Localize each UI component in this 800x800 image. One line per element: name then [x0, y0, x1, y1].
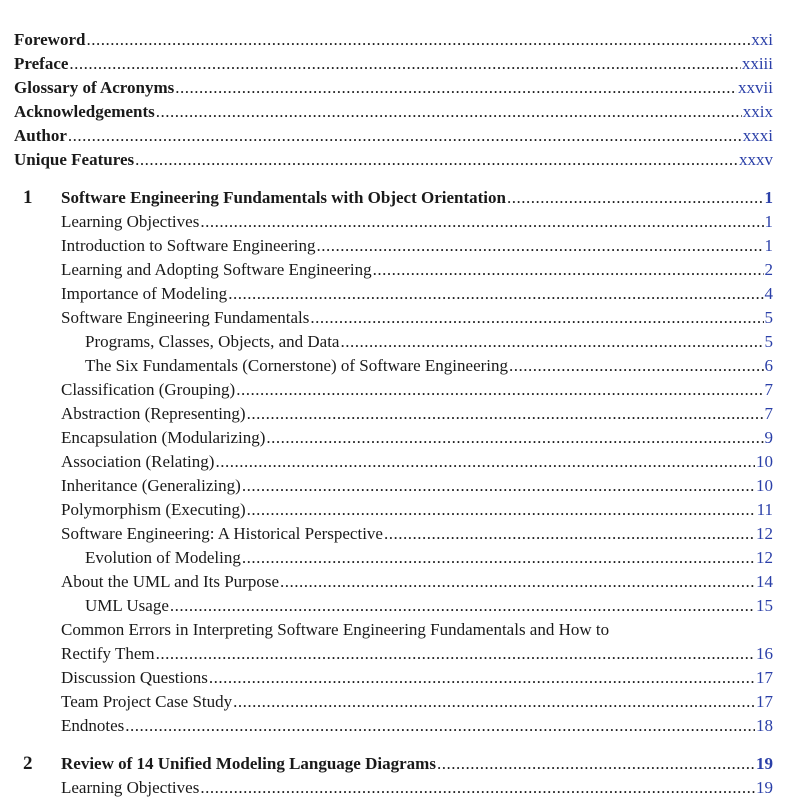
toc-page-number[interactable]: 17: [756, 668, 773, 687]
toc-section[interactable]: [61, 570, 773, 594]
section-title: Encapsulation (Modularizing): [61, 428, 266, 447]
toc-subsection[interactable]: [85, 594, 773, 618]
toc-section[interactable]: [61, 306, 773, 330]
toc-page-number[interactable]: 12: [756, 548, 773, 567]
toc-section[interactable]: [61, 234, 773, 258]
toc-entry-title: Preface: [14, 54, 69, 73]
toc-section[interactable]: [61, 666, 773, 690]
leader-dots: [384, 522, 755, 546]
subsection-title: UML Usage: [85, 596, 169, 615]
toc-section[interactable]: [61, 522, 773, 546]
toc-entry-author[interactable]: [14, 124, 773, 148]
leader-dots: [68, 124, 742, 148]
toc-section[interactable]: [61, 690, 773, 714]
toc-page-number[interactable]: 16: [756, 644, 773, 663]
toc-subsection[interactable]: [85, 354, 773, 378]
chapter-title: Software Engineering Fundamentals with Object Orientation: [61, 188, 506, 207]
section-title: Team Project Case Study: [61, 692, 233, 711]
toc-page-number[interactable]: xxxi: [742, 126, 773, 145]
section-title: Abstraction (Representing): [61, 404, 246, 423]
chapter-number: 2: [23, 753, 33, 774]
leader-dots: [200, 210, 763, 234]
section-title: Learning Objectives: [61, 212, 200, 231]
section-title: Classification (Grouping): [61, 380, 236, 399]
section-title: Importance of Modeling: [61, 284, 228, 303]
toc-entry-title: Unique Features: [14, 150, 135, 169]
toc-section[interactable]: [61, 402, 773, 426]
leader-dots: [209, 666, 755, 690]
toc-page-number[interactable]: 17: [756, 692, 773, 711]
toc-page-number[interactable]: 7: [764, 380, 773, 399]
leader-dots: [242, 546, 755, 570]
subsection-title: Evolution of Modeling: [85, 548, 241, 567]
toc-chapter-1[interactable]: [23, 186, 773, 210]
toc-page-number[interactable]: 19: [756, 778, 773, 797]
section-title: Endnotes: [61, 716, 125, 735]
leader-dots: [266, 426, 763, 450]
leader-dots: [316, 234, 763, 258]
toc-page-number[interactable]: 1: [764, 212, 773, 231]
toc-section[interactable]: [61, 450, 773, 474]
toc-page-number[interactable]: 1: [764, 236, 773, 255]
section-title: Polymorphism (Executing): [61, 500, 246, 519]
toc-page-number[interactable]: 15: [756, 596, 773, 615]
chapter-title: Review of 14 Unified Modeling Language Diagrams: [61, 754, 436, 773]
chapter-number: 1: [23, 187, 33, 208]
toc-page-number[interactable]: 7: [764, 404, 773, 423]
toc-page-number[interactable]: xxi: [751, 30, 773, 49]
section-title: About the UML and Its Purpose: [61, 572, 279, 591]
leader-dots: [340, 330, 763, 354]
toc-chapter-2[interactable]: [23, 752, 773, 776]
toc-section[interactable]: [61, 714, 773, 738]
subsection-title: The Six Fundamentals (Cornerstone) of Software Engineering: [85, 356, 509, 375]
toc-page-number[interactable]: 14: [756, 572, 773, 591]
leader-dots: [437, 752, 755, 776]
section-title: Rectify Them: [61, 644, 155, 663]
leader-dots: [69, 52, 740, 76]
toc-page-number[interactable]: xxxv: [739, 150, 773, 169]
toc-entry-title: Foreword: [14, 30, 86, 49]
section-title: Association (Relating): [61, 452, 215, 471]
toc-entry-unique-features[interactable]: [14, 148, 773, 172]
leader-dots: [125, 714, 755, 738]
leader-dots: [310, 306, 763, 330]
section-title: Inheritance (Generalizing): [61, 476, 241, 495]
leader-dots: [135, 148, 738, 172]
toc-page-number[interactable]: xxix: [742, 102, 773, 121]
section-title: Learning and Adopting Software Engineering: [61, 260, 372, 279]
toc-page-number[interactable]: 9: [764, 428, 773, 447]
toc-entry-preface[interactable]: [14, 52, 773, 76]
toc-section[interactable]: [61, 474, 773, 498]
section-title: Learning Objectives: [61, 778, 200, 797]
leader-dots: [509, 354, 763, 378]
toc-entry-acknowledgements[interactable]: [14, 100, 773, 124]
toc-entry-title: Glossary of Acronyms: [14, 78, 175, 97]
subsection-title: Programs, Classes, Objects, and Data: [85, 332, 340, 351]
toc-page-number[interactable]: 10: [756, 452, 773, 471]
section-title: Introduction to Software Engineering: [61, 236, 316, 255]
toc-page-number[interactable]: 11: [756, 500, 773, 519]
leader-dots: [86, 28, 750, 52]
toc-page-number[interactable]: xxiii: [741, 54, 773, 73]
toc-section[interactable]: [61, 498, 773, 522]
leader-dots: [507, 186, 764, 210]
toc-section[interactable]: [61, 426, 773, 450]
toc-page-number[interactable]: 5: [764, 332, 773, 351]
leader-dots: [156, 642, 755, 666]
toc-section[interactable]: [61, 378, 773, 402]
leader-dots: [280, 570, 755, 594]
toc-page-number[interactable]: xxvii: [738, 78, 773, 97]
leader-dots: [175, 76, 737, 100]
toc-section[interactable]: [61, 642, 773, 666]
toc-subsection[interactable]: [85, 330, 773, 354]
section-title: Discussion Questions: [61, 668, 208, 687]
toc-page-number[interactable]: 18: [756, 716, 773, 735]
leader-dots: [200, 776, 755, 800]
toc-section[interactable]: [61, 258, 773, 282]
leader-dots: [156, 100, 742, 124]
toc-page-number[interactable]: 1: [764, 188, 773, 207]
leader-dots: [170, 594, 755, 618]
leader-dots: [228, 282, 763, 306]
toc-section[interactable]: [61, 776, 773, 800]
leader-dots: [247, 498, 756, 522]
toc-entry-title: Acknowledgements: [14, 102, 155, 121]
leader-dots: [373, 258, 764, 282]
toc-page-number[interactable]: 10: [756, 476, 773, 495]
toc-entry-foreword[interactable]: [14, 28, 773, 52]
leader-dots: [236, 378, 763, 402]
toc-page-number[interactable]: 4: [764, 284, 773, 303]
section-title: Software Engineering: A Historical Perspective: [61, 524, 383, 543]
leader-dots: [233, 690, 755, 714]
toc-page-number[interactable]: 6: [764, 356, 773, 375]
leader-dots: [247, 402, 764, 426]
leader-dots: [242, 474, 755, 498]
section-title: Software Engineering Fundamentals: [61, 308, 310, 327]
toc-section[interactable]: [61, 282, 773, 306]
section-title: Common Errors in Interpreting Software Engineering Fundamentals and How to: [61, 620, 610, 639]
toc-page-number[interactable]: 12: [756, 524, 773, 543]
toc-section[interactable]: [61, 210, 773, 234]
toc-entry-title: Author: [14, 126, 67, 145]
toc-subsection[interactable]: [85, 546, 773, 570]
toc-section-title-line[interactable]: [61, 618, 609, 642]
toc-page-number[interactable]: 19: [756, 754, 773, 773]
toc-page-number[interactable]: 2: [764, 260, 773, 279]
toc-entry-glossary-of-acronyms[interactable]: [14, 76, 773, 100]
toc-page-number[interactable]: 5: [764, 308, 773, 327]
leader-dots: [215, 450, 755, 474]
